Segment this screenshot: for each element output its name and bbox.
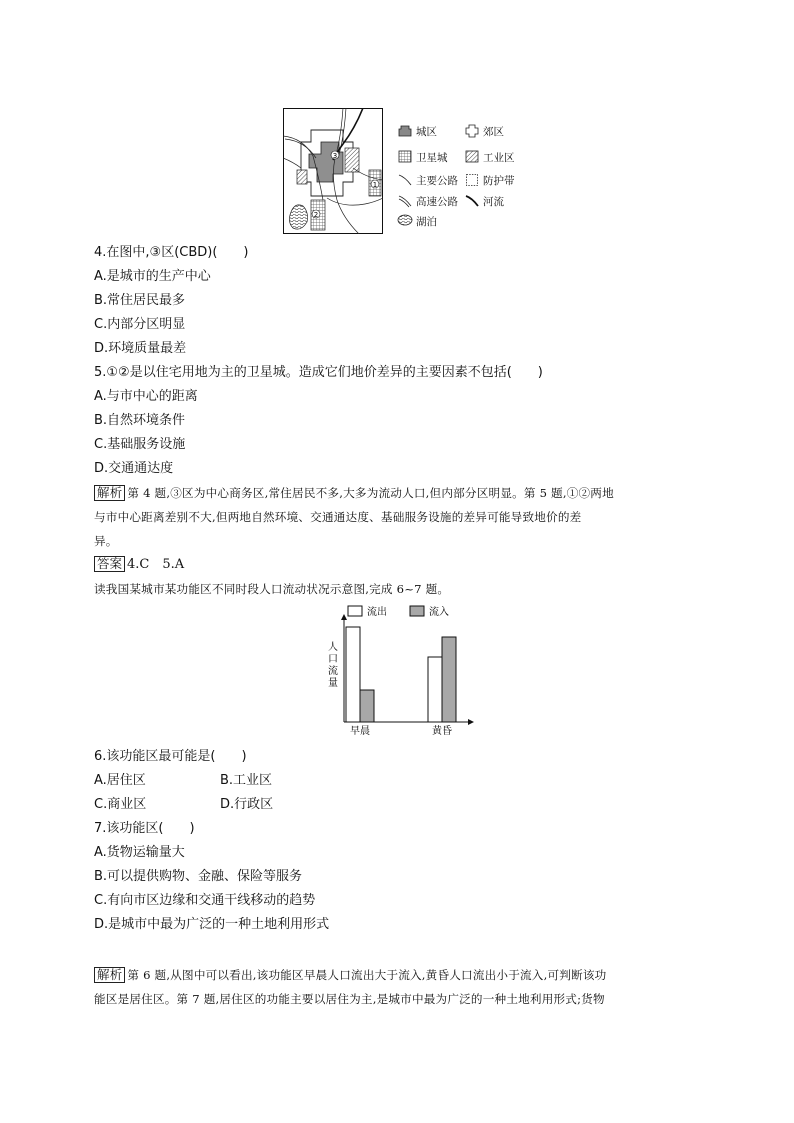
answer1-text: 4.C 5.A (127, 557, 185, 572)
city-map (283, 108, 383, 234)
q6-option-c: C.商业区 (94, 797, 147, 812)
q5-stem: 5.①②是以住宅用地为主的卫星城。造成它们地价差异的主要因素不包括( ) (94, 365, 543, 380)
explain2-text-1: 第 6 题,从图中可以看出,该功能区早晨人口流出大于流入,黄昏人口流出小于流入,可判断该功 (127, 968, 607, 982)
q4-stem: 4.在图中,③区(CBD)( ) (94, 245, 249, 260)
category-label-1: 黄昏 (432, 726, 452, 736)
legend-main-road-label: 主要公路 (416, 175, 458, 187)
legend-buffer-icon (465, 173, 479, 187)
y-axis-label: 人口流量 (328, 642, 338, 689)
legend-swatch-0 (348, 606, 362, 616)
legend-suburb-label: 郊区 (483, 126, 504, 138)
legend-river-label: 河流 (483, 196, 504, 208)
x-axis-arrow (468, 719, 474, 725)
legend-label-0: 流出 (367, 607, 387, 618)
svg-text:2: 2 (313, 211, 319, 219)
explain1-tag: 解析 (94, 485, 125, 501)
bar-1-0 (428, 657, 442, 722)
population-flow-chart (318, 604, 478, 736)
bar-1-1 (442, 637, 456, 722)
explain1-line-1 (94, 484, 614, 502)
legend-river-icon (465, 194, 479, 208)
legend-swatch-1 (410, 606, 424, 616)
category-label-0: 早晨 (350, 726, 370, 736)
legend-satellite-label: 卫星城 (416, 152, 448, 164)
city-map-figure (283, 108, 523, 236)
legend-lake-icon (397, 214, 413, 226)
answer1-line (94, 556, 184, 574)
q7-option-b: B.可以提供购物、金融、保险等服务 (94, 869, 303, 884)
answer1-tag: 答案 (94, 556, 125, 572)
legend-main-road-icon (398, 173, 412, 187)
q4-option-d: D.环境质量最差 (94, 341, 187, 356)
explain2-line-2: 能区是居住区。第 7 题,居住区的功能主要以居住为主,是城市中最为广泛的一种土地利用形式;货物 (94, 992, 605, 1006)
explain2-tag: 解析 (94, 967, 125, 983)
q7-option-d: D.是城市中最为广泛的一种土地利用形式 (94, 917, 330, 932)
q5-option-d: D.交通通达度 (94, 461, 174, 476)
legend-highway-icon (398, 194, 412, 208)
q6-option-a: A.居住区 (94, 773, 146, 788)
q5-option-a: A.与市中心的距离 (94, 389, 198, 404)
explain2-line-1 (94, 966, 606, 984)
legend-satellite-icon (398, 150, 412, 163)
q7-option-c: C.有向市区边缘和交通干线移动的趋势 (94, 893, 316, 908)
q5-option-b: B.自然环境条件 (94, 413, 186, 428)
legend-lake-label: 湖泊 (416, 216, 437, 228)
explain1-line-3: 异。 (94, 534, 118, 548)
y-axis-arrow (341, 614, 347, 620)
legend-suburb-icon (465, 124, 479, 138)
explain1-text-1: 第 4 题,③区为中心商务区,常住居民不多,大多为流动人口,但内部分区明显。第 5 题,①②两地 (127, 486, 614, 500)
svg-text:1: 1 (372, 181, 378, 189)
q5-option-c: C.基础服务设施 (94, 437, 186, 452)
q7-stem: 7.该功能区( ) (94, 821, 195, 836)
legend-highway-label: 高速公路 (416, 196, 458, 208)
q6-option-d: D.行政区 (220, 797, 274, 812)
legend-urban-label: 城区 (416, 126, 437, 138)
legend-industrial-icon (465, 150, 479, 163)
q7-option-a: A.货物运输量大 (94, 845, 185, 860)
q4-option-c: C.内部分区明显 (94, 317, 186, 332)
legend-industrial-label: 工业区 (483, 152, 515, 164)
q4-option-b: B.常住居民最多 (94, 293, 186, 308)
explain1-line-2: 与市中心距离差别不大,但两地自然环境、交通通达度、基础服务设施的差异可能导致地价的差 (94, 510, 582, 524)
q6-option-b: B.工业区 (220, 773, 273, 788)
svg-text:3: 3 (332, 152, 338, 160)
intro-q6-7: 读我国某城市某功能区不同时段人口流动状况示意图,完成 6~7 题。 (94, 582, 450, 596)
legend-buffer-label: 防护带 (483, 175, 515, 187)
bar-0-1 (360, 690, 374, 722)
bar-0-0 (346, 627, 360, 722)
legend-label-1: 流入 (429, 607, 449, 618)
legend-urban-icon (398, 125, 412, 137)
q4-option-a: A.是城市的生产中心 (94, 269, 211, 284)
q6-stem: 6.该功能区最可能是( ) (94, 749, 247, 764)
